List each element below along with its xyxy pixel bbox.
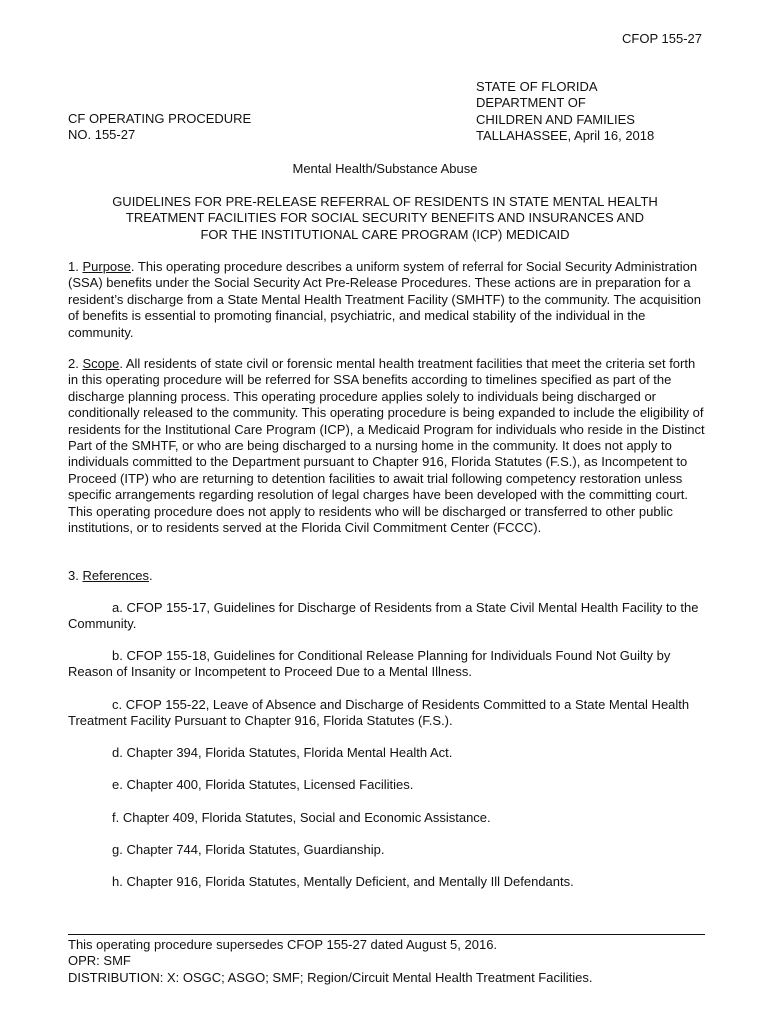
references-heading: References xyxy=(82,568,149,583)
program-area: Mental Health/Substance Abuse xyxy=(292,161,478,176)
footer xyxy=(68,937,748,986)
agency-line: TALLAHASSEE, April 16, 2018 xyxy=(476,128,655,144)
scope-section xyxy=(68,356,708,536)
reference-item: c. CFOP 155-22, Leave of Absence and Discharge of Residents Committed to a State Mental Health Treatment Facility Pursuant to Chapter 916, Florida Statutes (F.S.). xyxy=(68,697,690,729)
reference-item: g. Chapter 744, Florida Statutes, Guardianship. xyxy=(112,842,385,857)
agency-line: STATE OF FLORIDA xyxy=(476,79,598,94)
section-number: 2. xyxy=(68,356,83,371)
procedure-line: CF OPERATING PROCEDURE xyxy=(68,111,252,126)
references-heading-suffix: . xyxy=(148,568,153,583)
title-line: TREATMENT FACILITIES FOR SOCIAL SECURITY BENEFITS AND INSURANCES AND xyxy=(125,210,645,226)
procedure-number: NO. 155-27 xyxy=(68,127,136,143)
purpose-section xyxy=(68,259,708,341)
reference-item: e. Chapter 400, Florida Statutes, Licensed Facilities. xyxy=(112,777,414,792)
footer-divider xyxy=(68,934,705,935)
procedure-id-block xyxy=(68,111,368,144)
title-line: GUIDELINES FOR PRE-RELEASE REFERRAL OF RESIDENTS IN STATE MENTAL HEALTH xyxy=(112,194,658,209)
references-section xyxy=(68,568,708,584)
opr-line: OPR: SMF xyxy=(68,953,131,969)
title-line: FOR THE INSTITUTIONAL CARE PROGRAM (ICP) MEDICAID xyxy=(200,226,570,242)
document-code: CFOP 155-27 xyxy=(622,31,702,46)
agency-line: DEPARTMENT OF xyxy=(476,95,586,111)
agency-block xyxy=(476,79,736,145)
supersedes-note: This operating procedure supersedes CFOP 155-27 dated August 5, 2016. xyxy=(68,937,498,952)
section-number: 3. xyxy=(68,568,83,583)
reference-item: d. Chapter 394, Florida Statutes, Florida Mental Health Act. xyxy=(112,745,453,760)
reference-item: b. CFOP 155-18, Guidelines for Conditional Release Planning for Individuals Found Not Guilty by Reason of Insanity or Incompetent to Proceed Due to a Mental Illness. xyxy=(68,648,671,680)
purpose-text: . This operating procedure describes a uniform system of referral for Social Security Administration (SSA) benefits under the Social Security Act Pre-Release Procedures. These actions are in preparation for a resident’s discharge from a State Mental Health Treatment Facility (SMHTF) to the community. The acquisition of benefits is essential to promoting financial, psychiatric, and medical stability of the individual in the community. xyxy=(68,259,701,340)
reference-item: a. CFOP 155-17, Guidelines for Discharge of Residents from a State Civil Mental Health Facility to the Community. xyxy=(68,600,699,632)
reference-item: h. Chapter 916, Florida Statutes, Mentally Deficient, and Mentally Ill Defendants. xyxy=(112,874,574,889)
distribution-line: DISTRIBUTION: X: OSGC; ASGO; SMF; Region/Circuit Mental Health Treatment Facilities. xyxy=(68,969,593,985)
document-title xyxy=(68,194,702,243)
section-number: 1. xyxy=(68,259,83,274)
reference-item: f. Chapter 409, Florida Statutes, Social and Economic Assistance. xyxy=(112,810,491,825)
agency-line: CHILDREN AND FAMILIES xyxy=(476,111,635,127)
scope-text: . All residents of state civil or forensic mental health treatment facilities that meet the criteria set forth in this operating procedure will be referred for SSA benefits according to timelines specified as part of the discharge planning process. This operating procedure applies solely to individuals being discharged or conditionally released to the community. This operating procedure is being expanded to include the eligibility of residents for the Institutional Care Program (ICP), a Medicaid Program for individuals who reside in the Distinct Part of the SMHTF, or who are being discharged to a nursing home in the community. It does not apply to individuals committed to the Department pursuant to Chapter 916, Florida Statutes (F.S.), as Incompetent to Proceed (ITP) who are returning to detention facilities to await trial following competency restoration unless specific arrangements regarding resolution of legal charges have been developed with the committing court. This operating procedure does not apply to residents who will be discharged or transferred to other public institutions, or to residents served at the Florida Civil Commitment Center (FCCC). xyxy=(68,356,705,536)
scope-heading: Scope xyxy=(82,356,120,371)
purpose-heading: Purpose xyxy=(82,259,131,274)
